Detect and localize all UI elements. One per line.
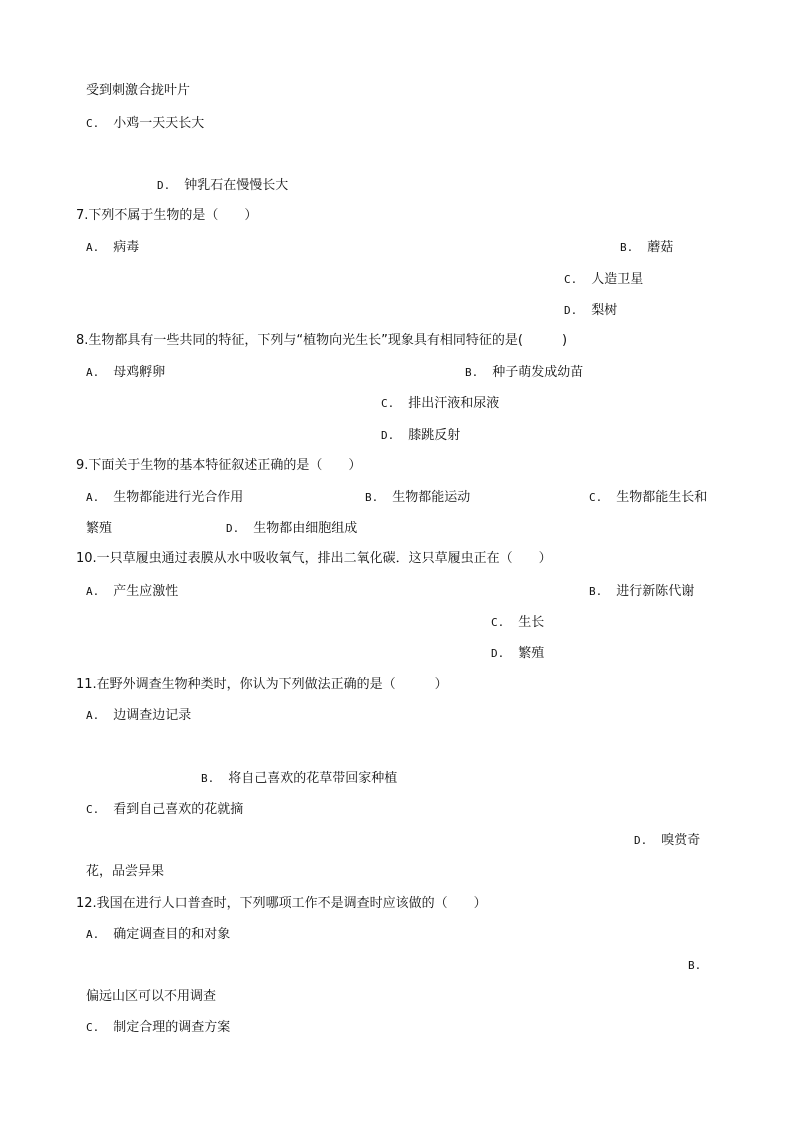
option-text: 进行新陈代谢 xyxy=(616,584,695,599)
option-text: 排出汗液和尿液 xyxy=(408,396,500,411)
option-text: 繁殖 xyxy=(86,521,113,536)
question-8: 8.生物都具有一些共同的特征，下列与“植物向光生长”现象具有相同特征的是( ) xyxy=(76,333,568,348)
option-text: 病毒 xyxy=(113,240,140,255)
option-label: B. xyxy=(365,491,379,504)
option-text: 人造卫星 xyxy=(591,272,644,287)
option-label: D. xyxy=(381,429,395,442)
option-c xyxy=(86,1019,230,1037)
option-a xyxy=(86,583,178,601)
option-b xyxy=(201,770,397,788)
option-text: 看到自己喜欢的花就摘 xyxy=(113,802,244,817)
option-c xyxy=(86,115,204,133)
option-c xyxy=(86,801,243,819)
question-10: 10.一只草履虫通过表膜从水中吸收氧气，排出二氧化碳．这只草履虫正在（ ） xyxy=(76,551,552,566)
option-label: A. xyxy=(86,928,100,941)
option-text: 生物都能进行光合作用 xyxy=(113,490,244,505)
option-label: C. xyxy=(589,491,603,504)
option-label: D. xyxy=(634,834,648,847)
option-d xyxy=(564,302,617,320)
option-d xyxy=(157,177,288,195)
option-label: A. xyxy=(86,585,100,598)
option-b xyxy=(365,489,470,507)
question-11: 11.在野外调查生物种类时，你认为下列做法正确的是（ ） xyxy=(76,677,448,692)
option-text: 生物都由细胞组成 xyxy=(253,521,358,536)
option-d xyxy=(381,427,460,445)
option-text: 制定合理的调查方案 xyxy=(113,1020,231,1035)
option-text: 确定调查目的和对象 xyxy=(113,927,231,942)
option-label: B. xyxy=(465,366,479,379)
option-text: 种子萌发成幼苗 xyxy=(492,365,584,380)
option-label: C. xyxy=(86,117,100,130)
option-text: 膝跳反射 xyxy=(408,428,461,443)
option-text: 生物都能生长和 xyxy=(616,490,708,505)
option-text: 钟乳石在慢慢长大 xyxy=(184,178,289,193)
option-a xyxy=(86,239,139,257)
option-c xyxy=(589,489,707,507)
option-label: C. xyxy=(86,803,100,816)
option-b xyxy=(589,583,694,601)
option-a xyxy=(86,364,165,382)
option-label: A. xyxy=(86,491,100,504)
option-text: 花，品尝异果 xyxy=(86,864,165,879)
option-text: 繁殖 xyxy=(518,646,545,661)
option-text: 嗅赏奇 xyxy=(661,833,701,848)
question-12: 12.我国在进行人口普查时，下列哪项工作不是调查时应该做的（ ） xyxy=(76,896,487,911)
option-text: 梨树 xyxy=(591,303,618,318)
option-text: 小鸡一天天长大 xyxy=(113,116,205,131)
option-c xyxy=(564,271,643,289)
option-text: 蘑菇 xyxy=(647,240,674,255)
option-text: 受到刺激合拢叶片 xyxy=(86,83,191,98)
option-label: D. xyxy=(226,522,240,535)
option-label: A. xyxy=(86,709,100,722)
option-d xyxy=(491,645,544,663)
question-7: 7.下列不属于生物的是（ ） xyxy=(76,208,258,223)
option-label: B. xyxy=(589,585,603,598)
option-b xyxy=(620,239,673,257)
option-label: B. xyxy=(201,772,215,785)
option-c xyxy=(491,614,544,632)
option-label: A. xyxy=(86,241,100,254)
option-label: A. xyxy=(86,366,100,379)
option-d xyxy=(634,832,700,850)
option-label: B. xyxy=(688,959,702,972)
option-text: 将自己喜欢的花草带回家种植 xyxy=(228,771,398,786)
option-b xyxy=(465,364,583,382)
option-label: C. xyxy=(381,397,395,410)
option-label: D. xyxy=(564,304,578,317)
option-c xyxy=(381,395,499,413)
option-b xyxy=(688,957,715,975)
option-a xyxy=(86,926,230,944)
option-text: 偏远山区可以不用调查 xyxy=(86,989,217,1004)
option-text: 生长 xyxy=(518,615,545,630)
option-label: C. xyxy=(491,616,505,629)
option-text: 生物都能运动 xyxy=(392,490,471,505)
option-a xyxy=(86,489,243,507)
option-label: C. xyxy=(564,273,578,286)
option-text: 母鸡孵卵 xyxy=(113,365,166,380)
option-text: 产生应激性 xyxy=(113,584,179,599)
question-9: 9.下面关于生物的基本特征叙述正确的是（ ） xyxy=(76,458,362,473)
option-label: B. xyxy=(620,241,634,254)
option-text: 边调查边记录 xyxy=(113,708,192,723)
option-label: D. xyxy=(491,647,505,660)
option-a xyxy=(86,707,191,725)
option-d xyxy=(226,520,357,538)
option-label: C. xyxy=(86,1021,100,1034)
option-label: D. xyxy=(157,179,171,192)
